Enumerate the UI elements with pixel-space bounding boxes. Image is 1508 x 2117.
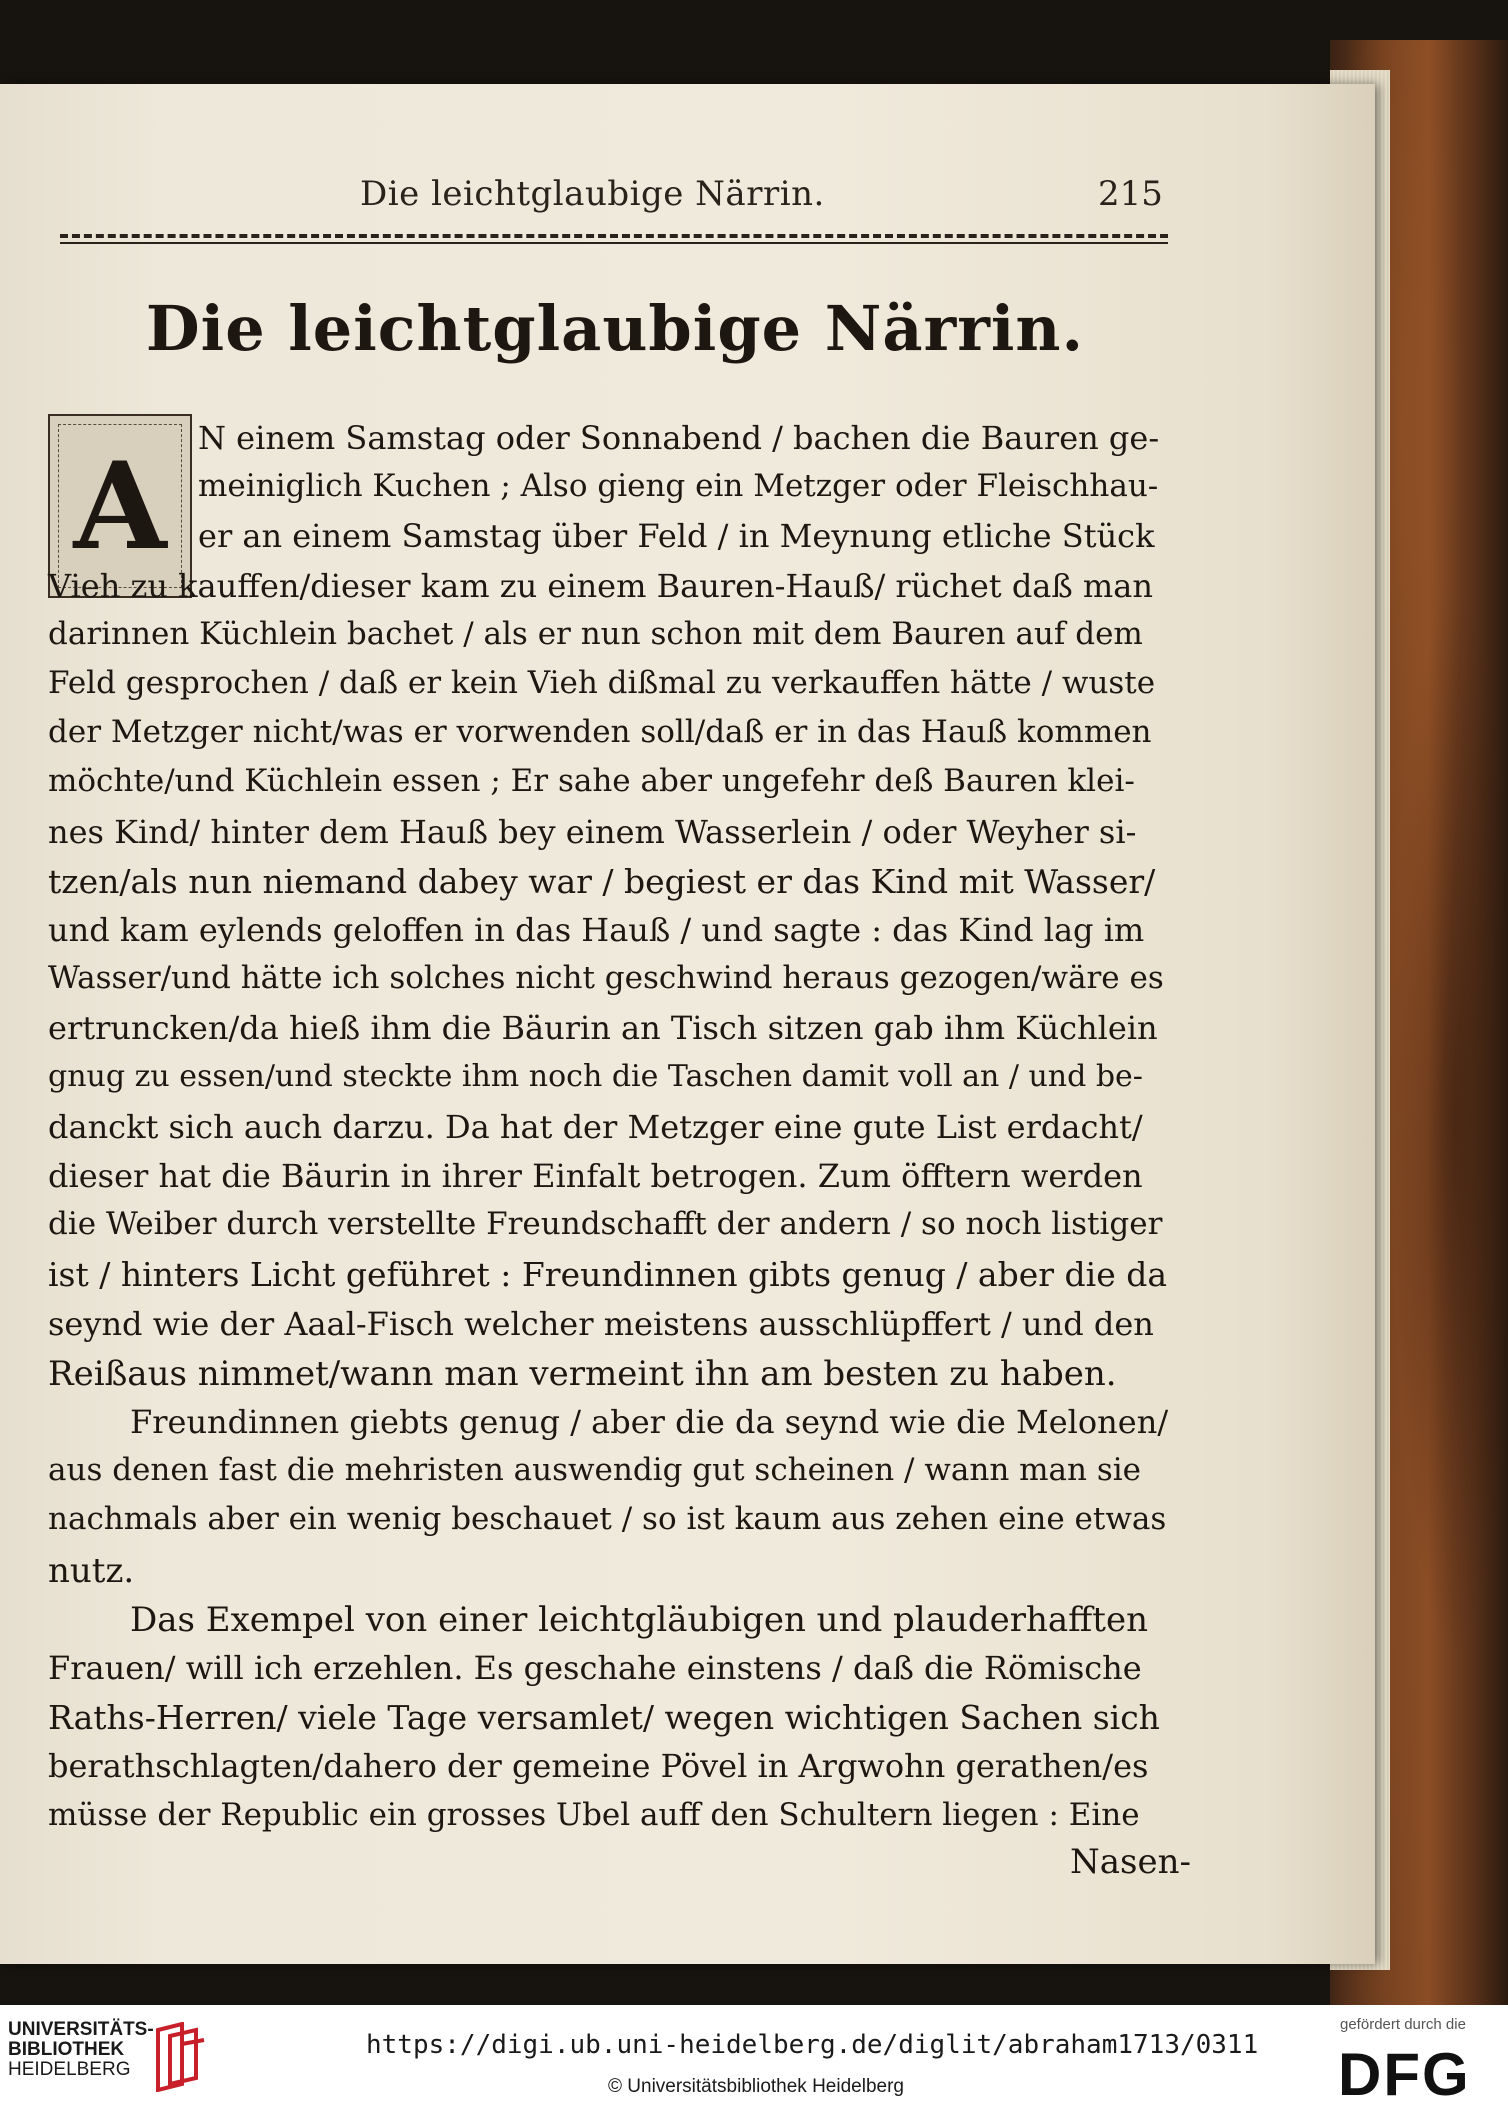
book-page — [0, 84, 1375, 1964]
text-line: tzen/als nun niemand dabey war / begiest er das Kind mit Wasser/ — [48, 861, 1156, 901]
text-line: ertruncken/da hieß ihm die Bäurin an Tisch sitzen gab ihm Küchlein — [48, 1009, 1158, 1048]
text-line: N einem Samstag oder Sonnabend / bachen die Bauren ge- — [198, 419, 1160, 457]
text-line: der Metzger nicht/was er vorwenden soll/daß er in das Hauß kommen — [48, 714, 1152, 751]
text-line: Wasser/und hätte ich solches nicht geschwind heraus gezogen/wäre es — [48, 960, 1164, 997]
text-line: dieser hat die Bäurin in ihrer Einfalt betrogen. Zum öfftern werden — [48, 1157, 1143, 1195]
library-name-line2: BIBLIOTHEK — [8, 2039, 125, 2060]
header-rule — [60, 234, 1168, 238]
text-line: nutz. — [48, 1550, 135, 1591]
viewer-footer — [0, 2005, 1508, 2117]
running-head: Die leichtglaubige Närrin. — [360, 174, 825, 214]
text-line: berathschlagten/dahero der gemeine Pövel in Argwohn gerathen/es — [48, 1747, 1149, 1786]
text-line: die Weiber durch verstellte Freundschafft der andern / so noch listiger — [48, 1206, 1163, 1243]
chapter-title: Die leichtglaubige Närrin. — [145, 292, 1085, 365]
text-line: müsse der Republic ein grosses Ubel auff den Schultern liegen : Eine — [48, 1796, 1140, 1833]
text-line: Feld gesprochen / daß er kein Vieh dißmal zu verkauffen hätte / wuste — [48, 665, 1156, 701]
catchword: Nasen- — [1070, 1842, 1191, 1882]
text-line: Reißaus nimmet/wann man vermeint ihn am besten zu haben. — [48, 1353, 1117, 1394]
library-logo-icon — [152, 2022, 208, 2092]
text-line: gnug zu essen/und steckte ihm noch die Taschen damit voll an / und be- — [48, 1058, 1143, 1094]
text-line: Raths-Herren/ viele Tage versamlet/ wegen wichtigen Sachen sich — [48, 1698, 1160, 1738]
text-line: seynd wie der Aaal-Fisch welcher meistens ausschlüpffert / und den — [48, 1304, 1154, 1343]
permalink-url[interactable]: https://digi.ub.uni-heidelberg.de/diglit/abraham1713/0311 — [366, 2030, 1259, 2060]
dfg-logo: DFG — [1338, 2041, 1471, 2108]
text-line: darinnen Küchlein bachet / als er nun schon mit dem Bauren auf dem — [48, 615, 1143, 652]
text-line: nachmals aber ein wenig beschauet / so ist kaum aus zehen eine etwas — [48, 1501, 1167, 1538]
text-line: möchte/und Küchlein essen ; Er sahe aber ungefehr deß Bauren klei- — [48, 763, 1135, 800]
text-line: nes Kind/ hinter dem Hauß bey einem Wasserlein / oder Weyher si- — [48, 812, 1137, 851]
text-line: Freundinnen giebts genug / aber die da seynd wie die Melonen/ — [130, 1403, 1169, 1441]
text-line: und kam eylends geloffen in das Hauß / und sagte : das Kind lag im — [48, 911, 1145, 949]
copyright-notice: © Universitätsbibliothek Heidelberg — [608, 2076, 904, 2097]
text-line: danckt sich auch darzu. Da hat der Metzger eine gute List erdacht/ — [48, 1107, 1143, 1146]
text-line: Frauen/ will ich erzehlen. Es geschahe einstens / daß die Römische — [48, 1649, 1142, 1687]
library-logo-text — [8, 2020, 154, 2080]
text-line: Das Exempel von einer leichtgläubigen und plauderhafften — [130, 1599, 1148, 1640]
text-line: ist / hinters Licht geführet : Freundinnen gibts genug / aber die da — [48, 1255, 1168, 1295]
text-line: Vieh zu kauffen/dieser kam zu einem Bauren-Hauß/ rüchet daß man — [48, 566, 1153, 605]
funder-label: gefördert durch die — [1340, 2016, 1466, 2033]
text-line: er an einem Samstag über Feld / in Meynung etliche Stück — [198, 517, 1155, 556]
text-line: aus denen fast die mehristen auswendig gut scheinen / wann man sie — [48, 1452, 1142, 1489]
page-number: 215 — [1098, 174, 1163, 214]
library-name-line3: HEIDELBERG — [8, 2059, 131, 2080]
initial-letter: A — [73, 435, 167, 577]
library-name-line1: UNIVERSITÄTS- — [8, 2019, 154, 2040]
text-line: meiniglich Kuchen ; Also gieng ein Metzger oder Fleischhau- — [198, 468, 1159, 505]
header-rule-solid — [60, 242, 1168, 244]
